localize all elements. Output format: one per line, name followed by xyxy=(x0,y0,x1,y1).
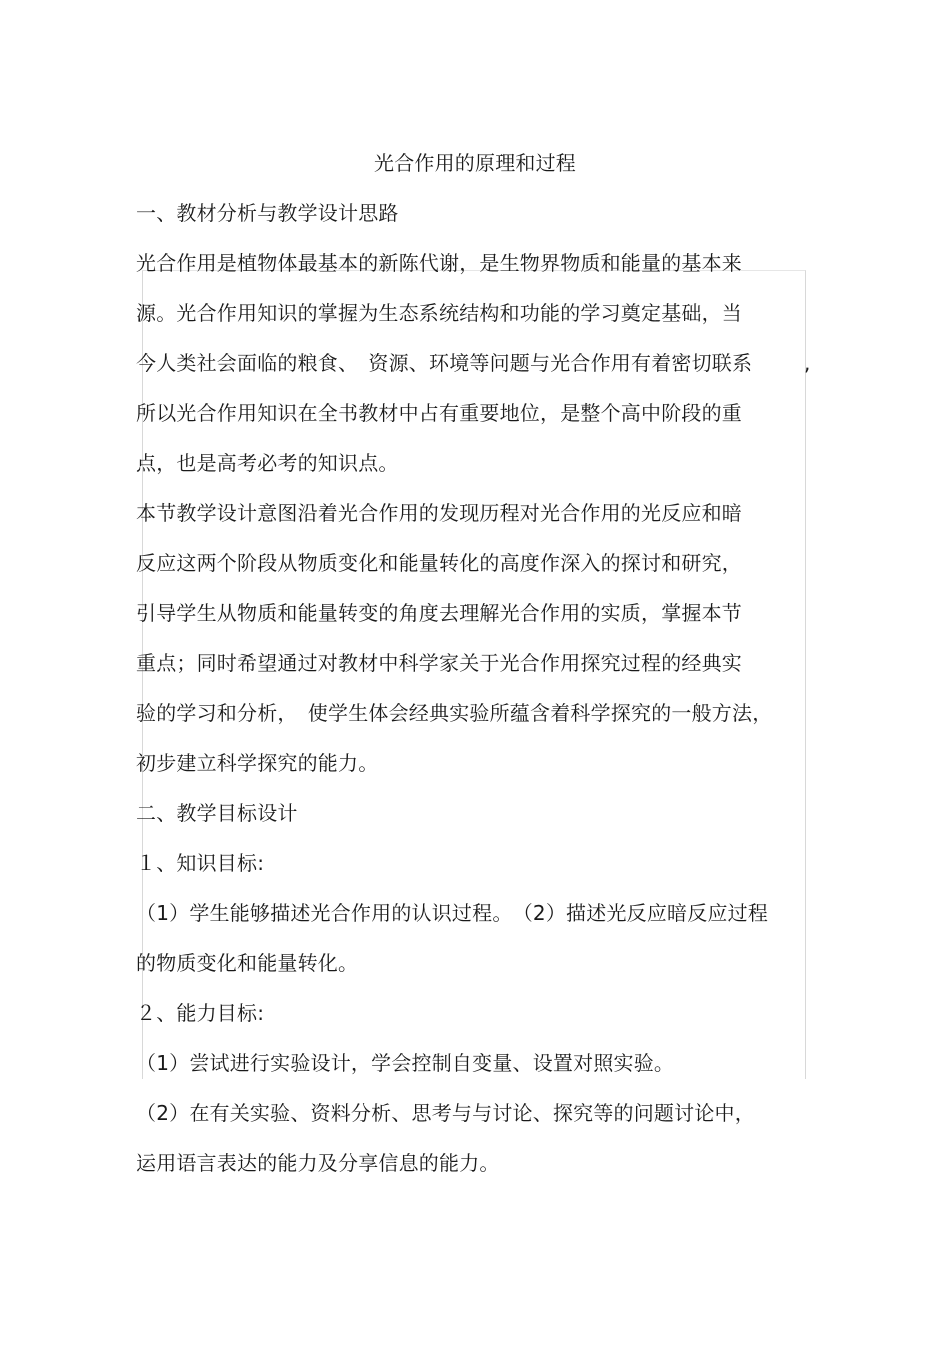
paragraph-line: 运用语言表达的能力及分享信息的能力。 xyxy=(136,1151,500,1175)
subsection-heading-ability: ２、能力目标: xyxy=(136,1001,265,1025)
section-heading-1: 一、教材分析与教学设计思路 xyxy=(136,201,399,225)
paragraph-line: 重点；同时希望通过对教材中科学家关于光合作用探究过程的经典实 xyxy=(136,651,742,675)
paragraph-line: 今人类社会面临的粮食、 资源、环境等问题与光合作用有着密切联系 xyxy=(136,351,753,375)
paragraph-line: （1）学生能够描述光合作用的认识过程。 （2）描述光反应暗反应过程 xyxy=(136,901,769,925)
paragraph-line: 所以光合作用知识在全书教材中占有重要地位，是整个高中阶段的重 xyxy=(136,401,742,425)
document-title: 光合作用的原理和过程 xyxy=(374,151,576,175)
paragraph-line: 反应这两个阶段从物质变化和能量转化的高度作深入的探讨和研究， xyxy=(136,551,742,575)
paragraph-line: （1）尝试进行实验设计，学会控制自变量、设置对照实验。 xyxy=(136,1051,675,1075)
paragraph-line: 源。光合作用知识的掌握为生态系统结构和功能的学习奠定基础，当 xyxy=(136,301,742,325)
paragraph-line: 初步建立科学探究的能力。 xyxy=(136,751,379,775)
trailing-comma: , xyxy=(804,351,811,375)
paragraph-line: 验的学习和分析， 使学生体会经典实验所蕴含着科学探究的一般方法， xyxy=(136,701,773,725)
paragraph-line: 点，也是高考必考的知识点。 xyxy=(136,451,399,475)
subsection-heading-knowledge: １、知识目标: xyxy=(136,851,265,875)
section-heading-2: 二、教学目标设计 xyxy=(136,801,298,825)
paragraph-line: 光合作用是植物体最基本的新陈代谢，是生物界物质和能量的基本来 xyxy=(136,251,742,275)
paragraph-line: 本节教学设计意图沿着光合作用的发现历程对光合作用的光反应和暗 xyxy=(136,501,742,525)
paragraph-line: （2）在有关实验、资料分析、思考与与讨论、探究等的问题讨论中， xyxy=(136,1101,755,1125)
paragraph-line: 引导学生从物质和能量转变的角度去理解光合作用的实质，掌握本节 xyxy=(136,601,742,625)
paragraph-line: 的物质变化和能量转化。 xyxy=(136,951,359,975)
